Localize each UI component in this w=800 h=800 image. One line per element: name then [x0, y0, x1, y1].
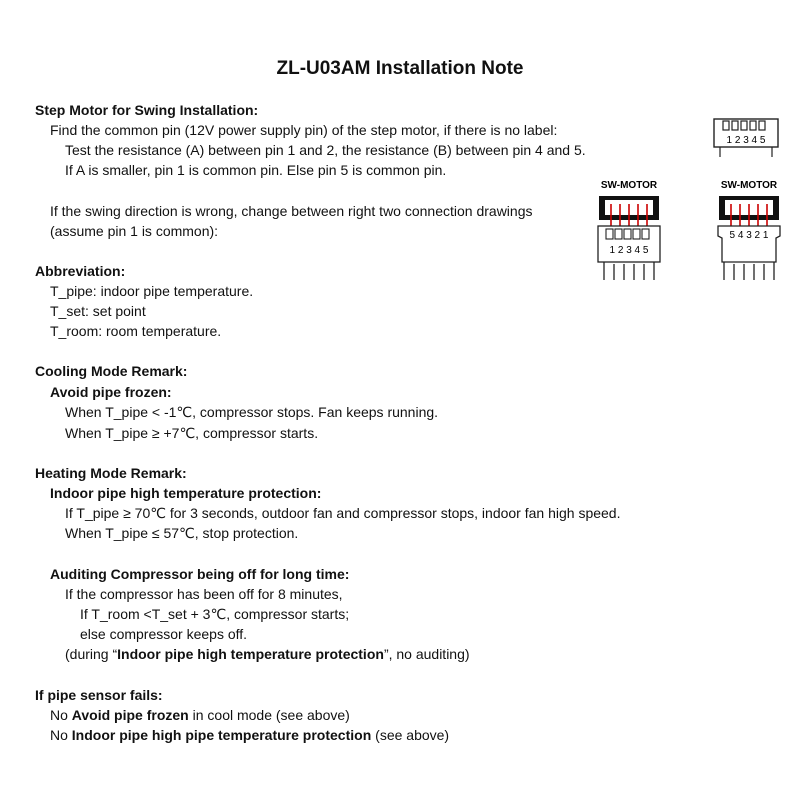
right-diagram-pins: 5 4 3 2 1	[729, 230, 769, 241]
cooling-line-2: When T_pipe ≥ +7℃, compressor starts.	[65, 425, 319, 441]
step-motor-line-3: If A is smaller, pin 1 is common pin. Else pin 5 is common pin.	[65, 162, 447, 178]
sensor-line-1-pre: No	[50, 707, 72, 723]
heating-line-1: If T_pipe ≥ 70℃ for 3 seconds, outdoor fan and compressor stops, indoor fan high speed.	[65, 505, 621, 521]
heating-line-5: else compressor keeps off.	[80, 626, 248, 642]
cooling-line-1: When T_pipe < -1℃, compressor stops. Fan keeps running.	[65, 404, 439, 420]
heating-line-6-bold: Indoor pipe high temperature protection	[117, 646, 384, 662]
abbreviation-item: T_pipe: indoor pipe temperature.	[50, 283, 254, 299]
top-connector-diagram	[712, 117, 782, 163]
left-diagram-title: SW-MOTOR	[600, 180, 658, 191]
heating-line-6-post: ”, no auditing)	[383, 646, 470, 662]
step-motor-heading: Step Motor for Swing Installation:	[35, 102, 259, 118]
sensor-line-2-pre: No	[50, 727, 72, 743]
cooling-subheading: Avoid pipe frozen:	[50, 384, 172, 400]
step-motor-line-1: Find the common pin (12V power supply pin) of the step motor, if there is no label:	[50, 122, 558, 138]
heating-line-6-pre: (during “	[65, 646, 118, 662]
heating-heading: Heating Mode Remark:	[35, 465, 187, 481]
step-motor-line-2: Test the resistance (A) between pin 1 and 2, the resistance (B) between pin 4 and 5.	[65, 142, 586, 158]
step-motor-line-4: If the swing direction is wrong, change between right two connection drawings	[50, 203, 533, 219]
sensor-heading: If pipe sensor fails:	[35, 687, 163, 703]
abbreviation-heading: Abbreviation:	[35, 263, 126, 279]
heating-subheading-auditing: Auditing Compressor being off for long time:	[50, 566, 350, 582]
right-diagram-title: SW-MOTOR	[720, 180, 778, 191]
heating-subheading-protection: Indoor pipe high temperature protection:	[50, 485, 322, 501]
sensor-line-2	[50, 726, 449, 744]
sw-motor-diagram-left	[592, 176, 667, 284]
heating-line-6	[65, 645, 470, 663]
page-title: ZL-U03AM Installation Note	[276, 58, 524, 79]
abbreviation-item: T_set: set point	[50, 303, 146, 319]
step-motor-line-5: (assume pin 1 is common):	[50, 223, 219, 239]
heating-line-3: If the compressor has been off for 8 minutes,	[65, 586, 343, 602]
heating-line-4: If T_room <T_set + 3℃, compressor starts;	[80, 606, 350, 622]
sensor-line-1-bold: Avoid pipe frozen	[71, 707, 189, 723]
cooling-heading: Cooling Mode Remark:	[35, 363, 188, 379]
left-diagram-pins: 1 2 3 4 5	[609, 245, 649, 256]
sw-motor-diagram-right	[712, 176, 787, 284]
sensor-line-2-post: (see above)	[371, 727, 450, 743]
sensor-line-1-post: in cool mode (see above)	[188, 707, 350, 723]
top-connector-pins: 1 2 3 4 5	[726, 135, 766, 146]
sensor-line-1	[50, 706, 350, 724]
heating-line-2: When T_pipe ≤ 57℃, stop protection.	[65, 525, 299, 541]
abbreviation-item: T_room: room temperature.	[50, 323, 222, 339]
sensor-line-2-bold: Indoor pipe high pipe temperature protection	[71, 727, 372, 743]
